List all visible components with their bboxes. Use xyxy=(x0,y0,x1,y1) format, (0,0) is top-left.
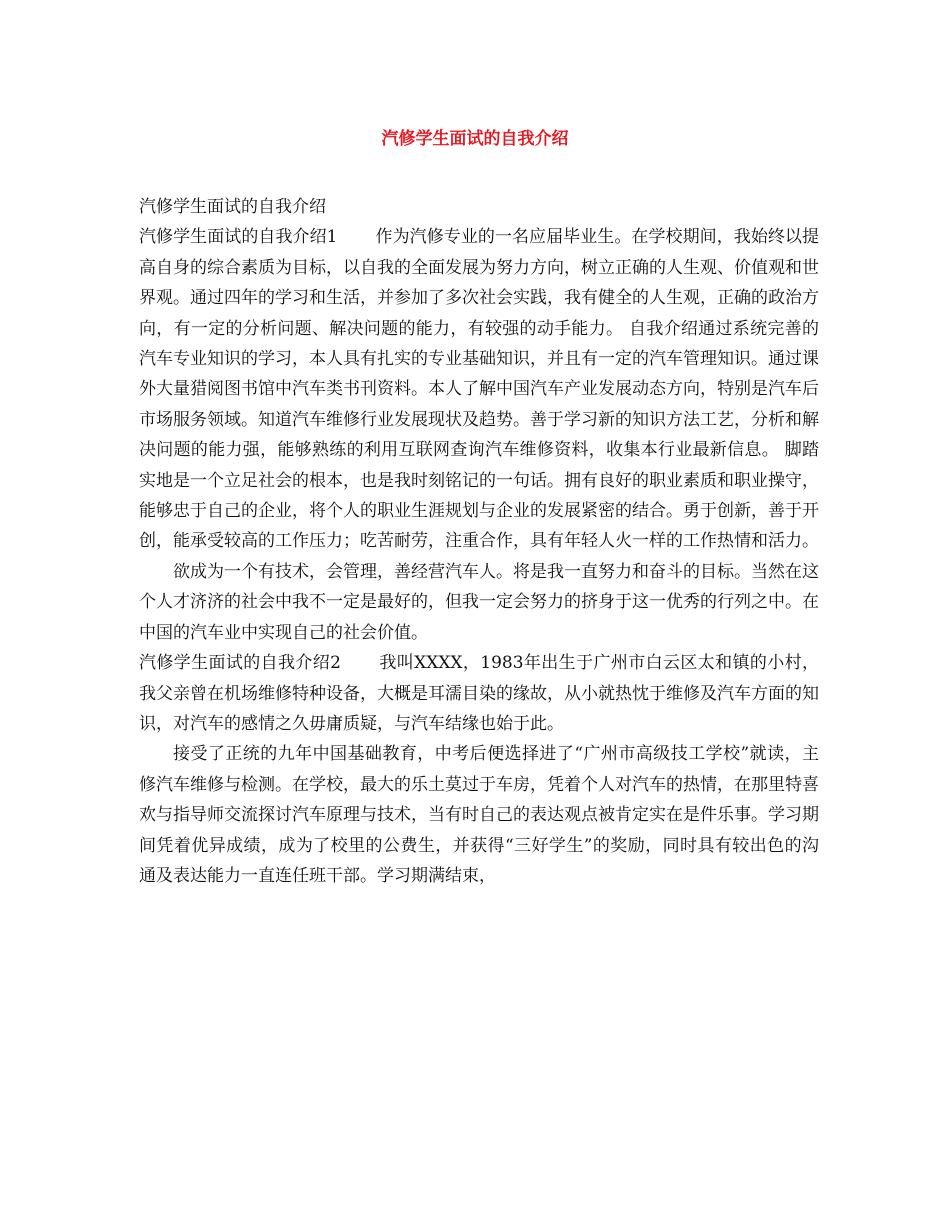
section-1-paragraph-1 xyxy=(139,222,819,556)
section-1-paragraph-2: 欲成为一个有技术，会管理，善经营汽车人。将是我一直努力和奋斗的目标。当然在这个人才济济的社会中我不一定是最好的，但我一定会努力的挤身于这一优秀的行列之中。在中国的汽车业中实现自己的社会价值。 xyxy=(139,561,819,643)
section-1-heading: 汽修学生面试的自我介绍1 xyxy=(139,227,338,248)
section-1-text-1: 作为汽修专业的一名应届毕业生。在学校期间，我始终以提高自身的综合素质为目标，以自我的全面发展为努力方向，树立正确的人生观、价值观和世界观。通过四年的学习和生活，并参加了多次社会实践，我有健全的人生观，正确的政治方向，有一定的分析问题、解决问题的能力，有较强的动手能力。 自我介绍通过系统完善的汽车专业知识的学习，本人具有扎实的专业基础知识，并且有一定的汽车管理知识。通过课外大量猎阅图书馆中汽车类书刊资料。本人了解中国汽车产业发展动态方向，特别是汽车后市场服务领域。知道汽车维修行业发展现状及趋势。善于学习新的知识方法工艺，分析和解决问题的能力强，能够熟练的利用互联网查询汽车维修资料，收集本行业最新信息。 脚踏实地是一个立足社会的根本，也是我时刻铭记的一句话。拥有良好的职业素质和职业操守，能够忠于自己的企业，将个人的职业生涯规划与企业的发展紧密的结合。勇于创新，善于开创，能承受较高的工作压力；吃苦耐劳，注重合作，具有年轻人火一样的工作热情和活力。 xyxy=(139,227,819,552)
section-2-paragraph-2: 接受了正统的九年中国基础教育，中考后便选择进了“广州市高级技工学校”就读，主修汽车维修与检测。在学校，最大的乐土莫过于车房，凭着个人对汽车的热情，在那里特喜欢与指导师交流探讨汽车原理与技术，当有时自己的表达观点被肯定实在是件乐事。学习期间凭着优异成绩，成为了校里的公费生，并获得“三好学生”的奖励，同时具有较出色的沟通及表达能力一直连任班干部。学习期满结束， xyxy=(139,744,819,886)
document-subtitle: 汽修学生面试的自我介绍 xyxy=(139,197,326,217)
document-body xyxy=(139,192,819,891)
document-title: 汽修学生面试的自我介绍 xyxy=(381,129,569,149)
section-2-paragraph-1 xyxy=(139,648,819,739)
section-2-text-1: 我叫XXXX，1983年出生于广州市白云区太和镇的小村，我父亲曾在机场维修特种设备，大概是耳濡目染的缘故，从小就热忱于维修及汽车方面的知识，对汽车的感情之久毋庸质疑，与汽车结缘也始于此。 xyxy=(139,653,819,734)
section-2-heading: 汽修学生面试的自我介绍2 xyxy=(139,653,341,674)
